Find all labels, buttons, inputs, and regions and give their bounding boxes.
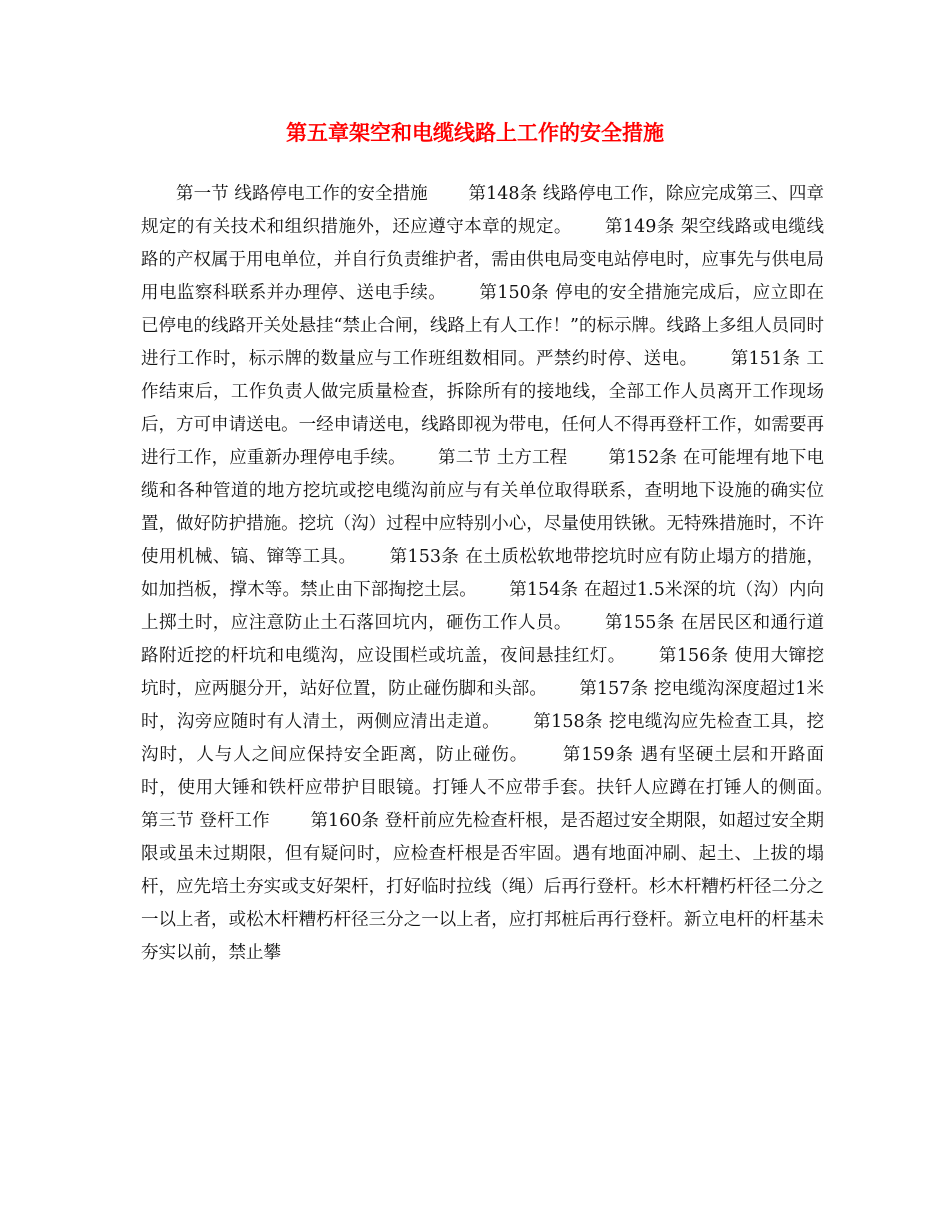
body-paragraph: 第一节 线路停电工作的安全措施 第148条 线路停电工作，除应完成第三、四章规定的有关技术和组织措施外，还应遵守本章的规定。 第149条 架空线路或电缆线路的产权属于用电单位，并自行负责维护者，需由供电局变电站停电时，应事先与供电局用电监察科联系并办理停、送电手续。 第150条 停电的安全措施完成后，应立即在已停电的线路开关处悬挂“禁止合闸，线路上有人工作！”的标示牌。线路上多组人员同时进行工作时，标示牌的数量应与工作班组数相同。严禁约时停、送电。 第151条 工作结束后，工作负责人做完质量检查，拆除所有的接地线，全部工作人员离开工作现场后，方可申请送电。一经申请送电，线路即视为带电，任何人不得再登杆工作，如需要再进行工作，应重新办理停电手续。 第二节 土方工程 第152条 在可能埋有地下电缆和各种管道的地方挖坑或挖电缆沟前应与有关单位取得联系，查明地下设施的确实位置，做好防护措施。挖坑（沟）过程中应特别小心，尽量使用铁锹。无特殊措施时，不许使用机械、镐、镩等工具。 第153条 在土质松软地带挖坑时应有防止塌方的措施，如加挡板，撑木等。禁止由下部掏挖土层。 第154条 在超过1.5米深的坑（沟）内向上掷土时，应注意防止土石落回坑内，砸伤工作人员。 第155条 在居民区和通行道路附近挖的杆坑和电缆沟，应设围栏或坑盖，夜间悬挂红灯。 第156条 使用大镩挖坑时，应两腿分开，站好位置，防止碰伤脚和头部。 第157条 挖电缆沟深度超过1米时，沟旁应随时有人清土，两侧应清出走道。 第158条 挖电缆沟应先检查工具，挖沟时，人与人之间应保持安全距离，防止碰伤。 第159条 遇有坚硬土层和开路面时，使用大锤和铁杆应带护目眼镜。打锤人不应带手套。扶钎人应蹲在打锤人的侧面。 第三节 登杆工作 第160条 登杆前应先检查杆根，是否超过安全期限，如超过安全期限或虽未过期限，但有疑问时，应检查杆根是否牢固。遇有地面冲刷、起土、上拔的塌杆，应先培土夯实或支好架杆，打好临时拉线（绳）后再行登杆。杉木杆糟朽杆径二分之一以上者，或松木杆糟朽杆径三分之一以上者，应打邦桩后再行登杆。新立电杆的杆基未夯实以前，禁止攀	[141, 184, 865, 963]
page-title: 第五章架空和电缆线路上工作的安全措施	[286, 120, 664, 145]
